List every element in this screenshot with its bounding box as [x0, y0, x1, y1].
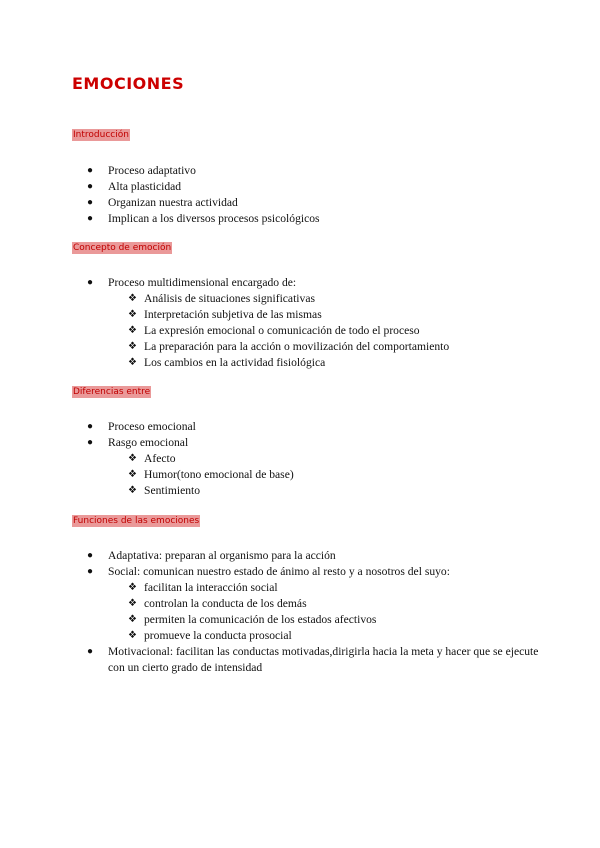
sub-list: [72, 580, 548, 644]
sub-item-text: Interpretación subjetiva de las mismas: [144, 308, 322, 321]
bullet-list: [72, 644, 548, 676]
diamond-bullet-icon: ❖: [128, 598, 137, 609]
list-item-text: Motivacional: facilitan las conductas motivadas,dirigirla hacia la meta y hacer que se ejecute con un cierto grado de intensidad: [108, 645, 539, 674]
sub-item-text: La expresión emocional o comunicación de todo el proceso: [144, 324, 420, 337]
section-concepto: [72, 237, 548, 371]
sub-list-item: [72, 628, 548, 644]
sub-list-item: [72, 355, 548, 371]
diamond-bullet-icon: ❖: [128, 582, 137, 593]
list-item: [72, 644, 548, 676]
section-heading: Diferencias entre: [73, 387, 151, 397]
sub-list-item: [72, 483, 548, 499]
diamond-bullet-icon: ❖: [128, 469, 137, 480]
list-item-text: Proceso adaptativo: [108, 164, 196, 177]
sub-list-item: [72, 596, 548, 612]
list-item: [72, 564, 548, 580]
list-item: [72, 163, 548, 179]
list-item-text: Implican a los diversos procesos psicológicos: [108, 212, 320, 225]
list-item: [72, 179, 548, 195]
list-item: [72, 275, 548, 291]
diamond-bullet-icon: ❖: [128, 630, 137, 641]
diamond-bullet-icon: ❖: [128, 293, 137, 304]
sub-item-text: Afecto: [144, 452, 176, 465]
page-title: EMOCIONES: [72, 74, 185, 93]
bullet-dot-icon: ●: [87, 165, 94, 176]
sub-item-text: Humor(tono emocional de base): [144, 468, 294, 481]
list-item-text: Proceso emocional: [108, 420, 196, 433]
section-introduccion: [72, 124, 548, 227]
sub-item-text: Los cambios en la actividad fisiológica: [144, 356, 326, 369]
list-item-text: Alta plasticidad: [108, 180, 182, 193]
section-heading: Introducción: [73, 130, 129, 140]
sub-item-text: La preparación para la acción o movilización del comportamiento: [144, 340, 450, 353]
bullet-list: [72, 548, 548, 580]
diamond-bullet-icon: ❖: [128, 485, 137, 496]
list-item-text: Social: comunican nuestro estado de ánimo al resto y a nosotros del suyo:: [108, 565, 450, 578]
sub-list-item: [72, 451, 548, 467]
sub-item-text: facilitan la interacción social: [144, 581, 278, 594]
sub-list-item: [72, 467, 548, 483]
list-item-text: Organizan nuestra actividad: [108, 196, 238, 209]
sub-list-item: [72, 307, 548, 323]
list-item: [72, 419, 548, 435]
bullet-dot-icon: ●: [87, 550, 94, 561]
bullet-list: [72, 419, 548, 451]
sub-item-text: permiten la comunicación de los estados afectivos: [144, 613, 377, 626]
sub-list: [72, 291, 548, 371]
bullet-dot-icon: ●: [87, 181, 94, 192]
diamond-bullet-icon: ❖: [128, 614, 137, 625]
sub-list-item: [72, 323, 548, 339]
diamond-bullet-icon: ❖: [128, 341, 137, 352]
list-item-text: Adaptativa: preparan al organismo para la acción: [108, 549, 336, 562]
sub-item-text: promueve la conducta prosocial: [144, 629, 292, 642]
diamond-bullet-icon: ❖: [128, 325, 137, 336]
sub-item-text: controlan la conducta de los demás: [144, 597, 307, 610]
bullet-dot-icon: ●: [87, 437, 94, 448]
sub-item-text: Sentimiento: [144, 484, 201, 497]
sub-list-item: [72, 291, 548, 307]
bullet-dot-icon: ●: [87, 277, 94, 288]
sub-item-text: Análisis de situaciones significativas: [144, 292, 315, 305]
bullet-list: [72, 275, 548, 291]
diamond-bullet-icon: ❖: [128, 453, 137, 464]
sub-list-item: [72, 612, 548, 628]
section-funciones: [72, 510, 548, 676]
sub-list-item: [72, 580, 548, 596]
bullet-dot-icon: ●: [87, 566, 94, 577]
bullet-dot-icon: ●: [87, 646, 94, 657]
diamond-bullet-icon: ❖: [128, 357, 137, 368]
list-item-text: Proceso multidimensional encargado de:: [108, 276, 297, 289]
list-item: [72, 548, 548, 564]
section-heading: Funciones de las emociones: [73, 516, 200, 526]
bullet-list: [72, 163, 548, 227]
list-item: [72, 435, 548, 451]
list-item-text: Rasgo emocional: [108, 436, 189, 449]
diamond-bullet-icon: ❖: [128, 309, 137, 320]
section-heading: Concepto de emoción: [73, 243, 172, 253]
list-item: [72, 211, 548, 227]
sub-list-item: [72, 339, 548, 355]
bullet-dot-icon: ●: [87, 213, 94, 224]
section-diferencias: [72, 381, 548, 499]
sub-list: [72, 451, 548, 499]
list-item: [72, 195, 548, 211]
bullet-dot-icon: ●: [87, 197, 94, 208]
bullet-dot-icon: ●: [87, 421, 94, 432]
